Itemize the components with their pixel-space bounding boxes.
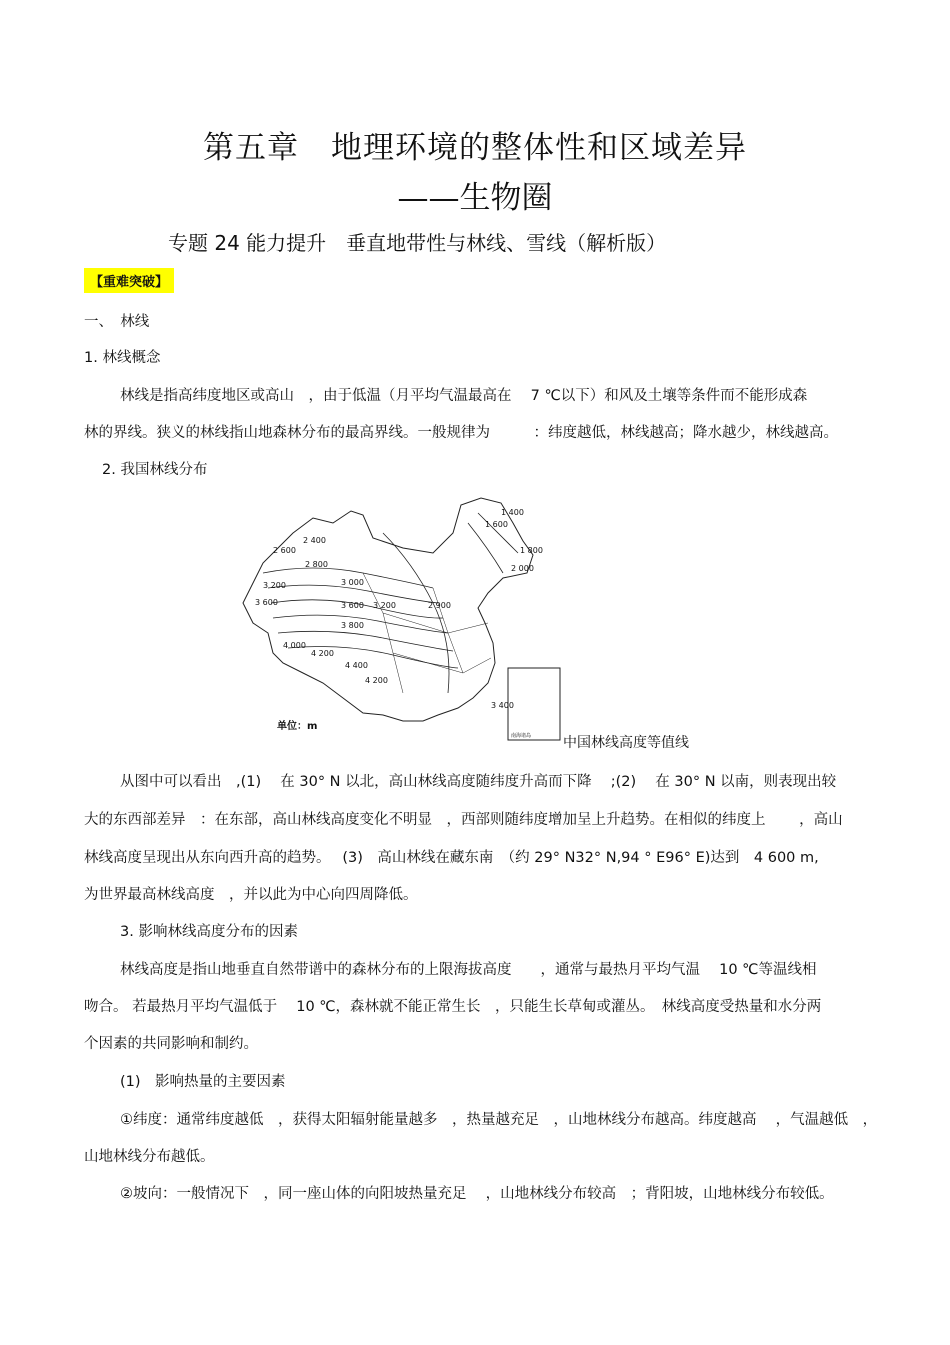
item1-paragraph-line2: 林的界线。狭义的林线指山地森林分布的最高界线。一般规律为 ：纬度越低，林线越高；降水越少，林线越高。 xyxy=(84,425,838,441)
chapter-subtitle: ——生物圈 xyxy=(397,180,553,216)
contour-label: 2 800 xyxy=(305,560,328,569)
item2-heading: 2. 我国林线分布 xyxy=(102,462,208,478)
contour-label: 4 200 xyxy=(365,676,388,685)
contour-label: 3 800 xyxy=(341,621,364,630)
item3-paragraph-line3: 个因素的共同影响和制约。 xyxy=(84,1036,258,1052)
key-difficulty-badge: 【重难突破】 xyxy=(84,268,174,293)
map-caption: 中国林线高度等值线 xyxy=(563,735,689,751)
contour-label: 3 200 xyxy=(263,581,286,590)
sub1-heading: (1) 影响热量的主要因素 xyxy=(120,1074,286,1090)
map-unit-label: 单位：m xyxy=(277,721,318,732)
china-forest-line-map xyxy=(233,493,563,745)
south-china-sea-inset xyxy=(508,668,560,740)
analysis-line3: 林线高度呈现出从东向西升高的趋势。 (3) 高山林线在藏东南 （约 29° N32° N,94 ° E96° E)达到 4 600 m, xyxy=(84,850,819,866)
chapter-title: 第五章 地理环境的整体性和区域差异 xyxy=(203,130,747,166)
contour-label: 1 800 xyxy=(520,546,543,555)
contour-label: 3 200 xyxy=(373,601,396,610)
contour-label: 4 200 xyxy=(311,649,334,658)
contour-label: 4 000 xyxy=(283,641,306,650)
item3-paragraph-line2: 吻合。 若最热月平均气温低于 10 ℃，森林就不能正常生长 ，只能生长草甸或灌丛。 林线高度受热量和水分两 xyxy=(84,999,822,1015)
section-heading-forest-line: 一、 林线 xyxy=(84,314,150,330)
analysis-line1: 从图中可以看出 ,(1) 在 30° N 以北，高山林线高度随纬度升高而下降 ;(2) 在 30° N 以南，则表现出较 xyxy=(120,774,837,790)
analysis-line4: 为世界最高林线高度 ，并以此为中心向四周降低。 xyxy=(84,887,418,903)
item1-heading: 1. 林线概念 xyxy=(84,350,161,366)
contour-label: 2 600 xyxy=(273,546,296,555)
item3-paragraph-line1: 林线高度是指山地垂直自然带谱中的森林分布的上限海拔高度 ，通常与最热月平均气温 10 ℃等温线相 xyxy=(120,962,817,978)
analysis-line2: 大的东西部差异 ：在东部，高山林线高度变化不明显 ，西部则随纬度增加呈上升趋势。在相似的纬度上 ，高山 xyxy=(84,812,843,828)
item3-heading: 3. 影响林线高度分布的因素 xyxy=(120,924,298,940)
contour-label: 3 400 xyxy=(491,701,514,710)
aspect-paragraph: ②坡向：一般情况下 ，同一座山体的向阳坡热量充足 ，山地林线分布较高 ；背阳坡，山地林线分布较低。 xyxy=(120,1186,834,1202)
latitude-paragraph-line2: 山地林线分布越低。 xyxy=(84,1149,215,1165)
latitude-paragraph-line1: ①纬度：通常纬度越低 ，获得太阳辐射能量越多 ，热量越充足 ，山地林线分布越高。纬度越高 ，气温越低 ， xyxy=(120,1112,878,1128)
contour-label: 2 400 xyxy=(303,536,326,545)
contour-label: 3 600 xyxy=(255,598,278,607)
item1-paragraph-line1: 林线是指高纬度地区或高山 ，由于低温（月平均气温最高在 7 ℃以下）和风及土壤等条件而不能形成森 xyxy=(120,388,808,404)
contour-label: 1 400 xyxy=(501,508,524,517)
inset-label: 南海诸岛 xyxy=(511,733,532,739)
contour-label: 3 000 xyxy=(341,578,364,587)
contour-label: 4 400 xyxy=(345,661,368,670)
contour-label: 2 000 xyxy=(511,564,534,573)
topic-title: 专题 24 能力提升 垂直地带性与林线、雪线（解析版） xyxy=(168,231,667,255)
contour-label: 2 900 xyxy=(428,601,451,610)
contour-label: 1 600 xyxy=(485,520,508,529)
contour-label: 3 600 xyxy=(341,601,364,610)
